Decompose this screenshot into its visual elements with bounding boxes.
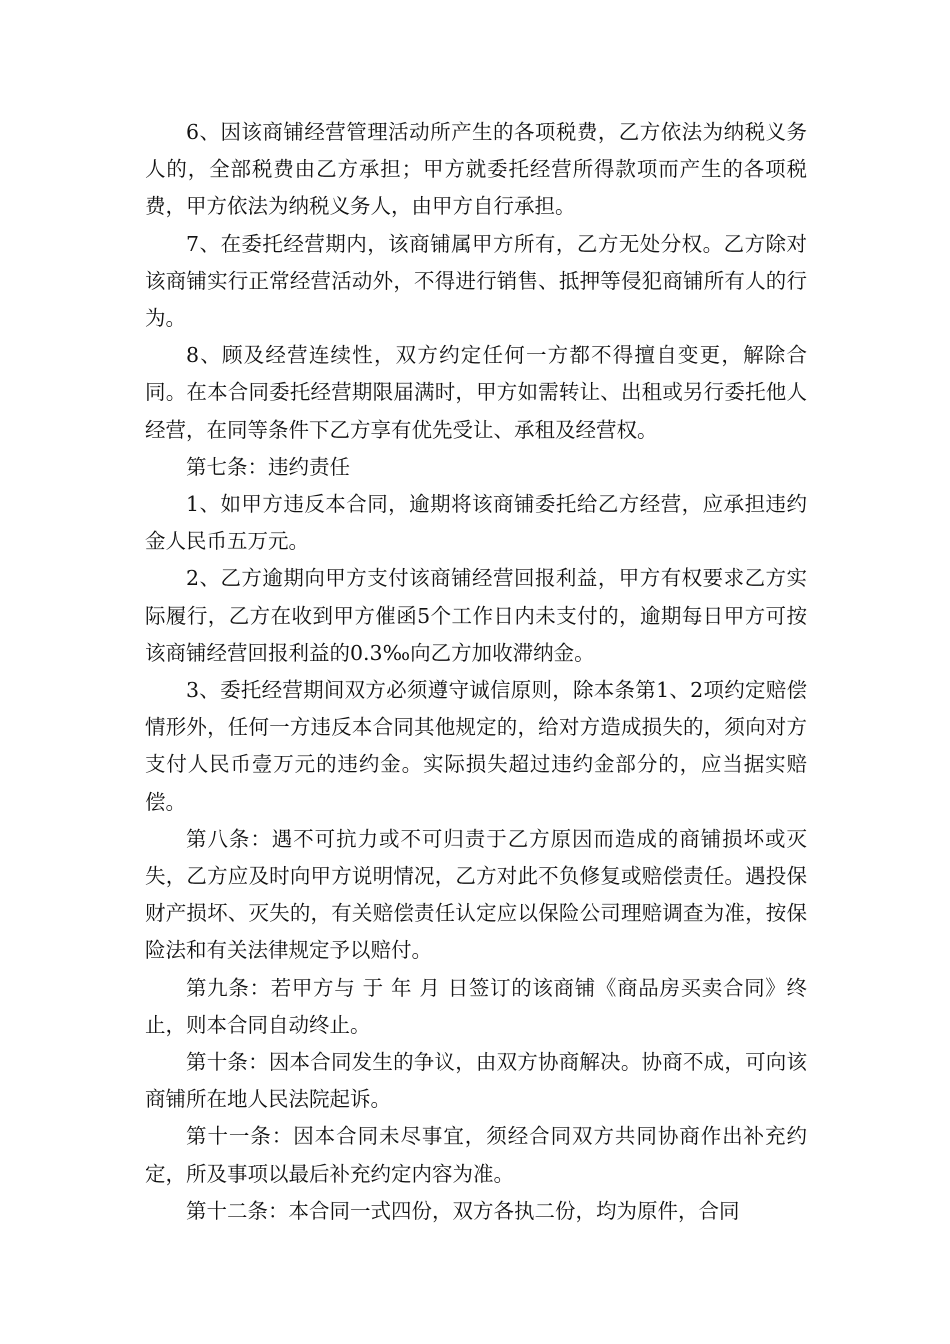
clause-8-continuity: 8、顾及经营连续性，双方约定任何一方都不得擅自变更，解除合同。在本合同委托经营期限届满时，甲方如需转让、出租或另行委托他人经营，在同等条件下乙方享有优先受让、承租及经营权。 — [145, 343, 807, 442]
article-10: 第十条：因本合同发生的争议，由双方协商解决。协商不成，可向该商铺所在地人民法院起诉。 — [145, 1050, 807, 1112]
article-7-item-3: 3、委托经营期间双方必须遵守诚信原则，除本条第1、2项约定赔偿情形外，任何一方违反本合同其他规定的，给对方造成损失的，须向对方支付人民币壹万元的违约金。实际损失超过违约金部分的，应当据实赔偿。 — [145, 678, 807, 814]
article-8: 第八条：遇不可抗力或不可归责于乙方原因而造成的商铺损坏或灭失，乙方应及时向甲方说明情况，乙方对此不负修复或赔偿责任。遇投保财产损坏、灭失的，有关赔偿责任认定应以保险公司理赔调查为准，按保险法和有关法律规定予以赔付。 — [145, 826, 807, 963]
article-11: 第十一条：因本合同未尽事宜，须经合同双方共同协商作出补充约定，所及事项以最后补充约定内容为准。 — [145, 1124, 807, 1186]
article-7-item-1: 1、如甲方违反本合同，逾期将该商铺委托给乙方经营，应承担违约金人民币五万元。 — [145, 492, 807, 554]
article-9: 第九条：若甲方与 于 年 月 日签订的该商铺《商品房买卖合同》终止，则本合同自动终止。 — [145, 975, 807, 1037]
document-page — [145, 114, 807, 1230]
article-12: 第十二条：本合同一式四份，双方各执二份，均为原件，合同 — [186, 1198, 740, 1223]
article-7-item-2: 2、乙方逾期向甲方支付该商铺经营回报利益，甲方有权要求乙方实际履行，乙方在收到甲方催函5个工作日内未支付的，逾期每日甲方可按该商铺经营回报利益的0.3‰向乙方加收滞纳金。 — [145, 566, 807, 665]
article-7-heading: 第七条：违约责任 — [186, 454, 350, 479]
clause-6-taxes: 6、因该商铺经营管理活动所产生的各项税费，乙方依法为纳税义务人的，全部税费由乙方承担；甲方就委托经营所得款项而产生的各项税费，甲方依法为纳税义务人，由甲方自行承担。 — [145, 120, 807, 219]
clause-7-ownership: 7、在委托经营期内，该商铺属甲方所有，乙方无处分权。乙方除对该商铺实行正常经营活动外，不得进行销售、抵押等侵犯商铺所有人的行为。 — [145, 231, 807, 331]
